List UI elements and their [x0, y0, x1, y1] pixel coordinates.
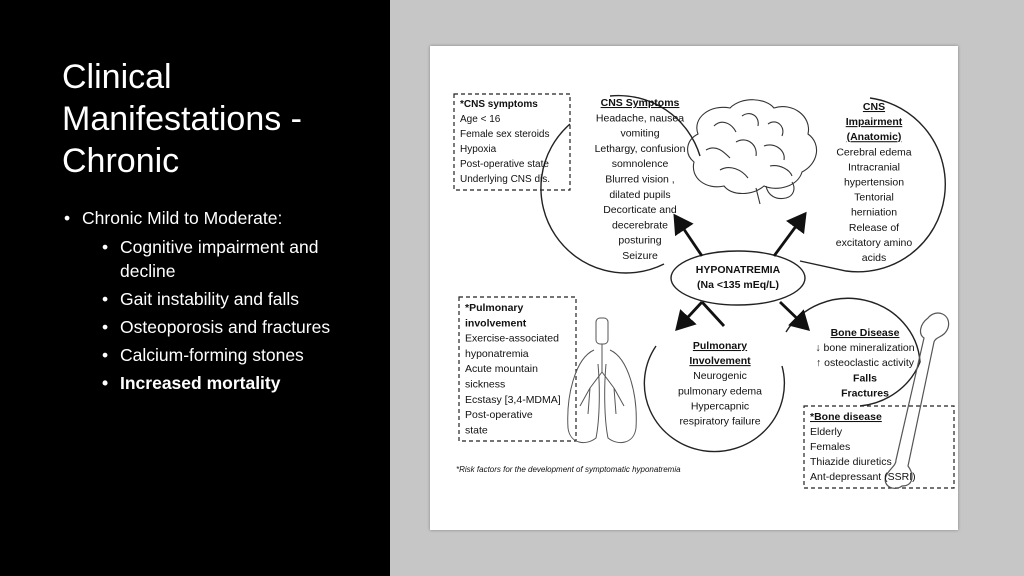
arrow-to-pulmonary [677, 302, 702, 329]
bullet-main: • Chronic Mild to Moderate: [62, 206, 362, 230]
hyponatremia-label [696, 264, 781, 291]
cns-impairment-line: CNS [862, 101, 886, 113]
cns-risk-line: Hypoxia [460, 144, 497, 155]
cns-symptoms-line: CNS Symptoms [600, 97, 680, 109]
title-line: Chronic [62, 142, 180, 180]
bone-risk-line: Ant-depressant (SSRI) [810, 471, 916, 483]
femur-illustration [885, 313, 948, 488]
bone-disease-line: ↓ bone mineralization [815, 342, 915, 355]
arrow-to-bone-disease [780, 302, 808, 329]
lungs-illustration [568, 318, 637, 443]
sub-bullet: • Gait instability and falls [62, 287, 362, 311]
sub-bullet: • Cognitive impairment and decline [62, 235, 362, 283]
pulm-risk-line: Ecstasy [3,4-MDMA] [465, 393, 561, 406]
cns-risk-line: *CNS symptoms [460, 99, 538, 110]
slide-title [62, 56, 362, 182]
cns-impairment-text [836, 101, 913, 264]
cns-symptoms-line: vomiting [620, 127, 660, 140]
cns-symptoms-line: somnolence [611, 158, 669, 171]
pulm-involvement-line: Involvement [689, 355, 751, 368]
sub-bullet: • Calcium-forming stones [62, 343, 362, 367]
cns-symptoms-line: Headache, nausea [595, 112, 685, 125]
cns-impairment-line: Impairment [845, 116, 903, 129]
pulm-involvement-line: pulmonary edema [677, 385, 763, 398]
cns-risk-line: Post-operative state [460, 159, 549, 170]
hyponatremia-ellipse [671, 251, 805, 305]
bone-disease-line: Bone Disease [830, 327, 900, 339]
pulm-risk-line: Post-operative [465, 409, 533, 422]
cns-impairment-line: excitatory amino [835, 236, 913, 249]
pulm-risk-line: involvement [465, 317, 527, 330]
bone-risk-line: Elderly [810, 426, 843, 438]
cns-symptoms-line: decerebrate [611, 219, 669, 232]
bone-disease-line: Fractures [841, 387, 889, 400]
brain-illustration [688, 100, 817, 204]
cns-symptoms-line: dilated pupils [609, 188, 671, 201]
title-line: Clinical [62, 58, 172, 96]
bone-disease-text [815, 327, 914, 399]
cns-symptoms-line: Decorticate and [603, 204, 677, 217]
cns-impairment-line: herniation [850, 206, 898, 219]
bone-risk-line: Thiazide diuretics [810, 456, 892, 468]
cns-symptoms-line: Lethargy, confusion [594, 142, 686, 155]
diagram-svg [430, 46, 958, 530]
cns-risk-line: Age < 16 [460, 114, 501, 125]
center-line: HYPONATREMIA [695, 264, 781, 276]
arrow-line-pulmonary [702, 302, 724, 326]
text-panel [0, 0, 390, 576]
title-line: Manifestations - [62, 100, 302, 138]
pulm-risk-line: state [465, 424, 488, 437]
pulmonary-involvement-text [678, 340, 762, 428]
pulm-risk-line: hyponatremia [465, 347, 529, 360]
pulm-involvement-line: Pulmonary [692, 340, 748, 352]
pulm-risk-line: sickness [465, 378, 506, 391]
sub-bullet: • Increased mortality [62, 371, 362, 395]
cns-symptoms-line: Blurred vision , [605, 173, 675, 186]
pulm-risk-line: *Pulmonary [465, 302, 524, 314]
cns-impairment-line: Release of [848, 221, 900, 234]
bone-risk-text [810, 411, 916, 483]
pulm-risk-line: Acute mountain [465, 363, 538, 376]
cns-risk-text [460, 99, 550, 185]
cns-risk-line: Underlying CNS dis. [460, 174, 551, 185]
pulm-risk-line: Exercise-associated [465, 332, 559, 345]
center-line: (Na <135 mEq/L) [697, 279, 779, 291]
pulm-involvement-line: Neurogenic [693, 370, 747, 383]
sub-bullet-list [62, 235, 362, 395]
cns-impairment-line: acids [861, 252, 887, 264]
bone-disease-line: Falls [853, 372, 877, 385]
cns-risk-line: Female sex steroids [460, 129, 550, 140]
arrow-to-cns-symptoms [675, 216, 702, 256]
cns-symptoms-line: posturing [618, 234, 662, 247]
cns-impairment-line: Tentorial [854, 191, 894, 204]
footnote: *Risk factors for the development of symptomatic hyponatremia [456, 465, 681, 474]
cns-symptoms-text [595, 97, 686, 262]
bullet-list [62, 206, 362, 399]
cns-impairment-line: (Anatomic) [846, 131, 902, 144]
pulm-involvement-line: Hypercapnic [690, 400, 750, 413]
cns-symptoms-line: Seizure [622, 250, 658, 262]
hyponatremia-diagram [430, 46, 958, 530]
sub-bullet: • Osteoporosis and fractures [62, 315, 362, 339]
pulmonary-risk-text [465, 302, 561, 436]
bone-risk-line: *Bone disease [810, 411, 882, 423]
cns-impairment-line: Cerebral edema [836, 146, 912, 159]
pulm-involvement-line: respiratory failure [679, 415, 761, 428]
bone-disease-line: ↑ osteoclastic activity [815, 357, 915, 370]
arrow-to-cns-impairment [774, 214, 805, 256]
cns-impairment-line: Intracranial [848, 161, 900, 174]
bone-risk-line: Females [810, 441, 851, 453]
cns-impairment-line: hypertension [843, 176, 905, 189]
